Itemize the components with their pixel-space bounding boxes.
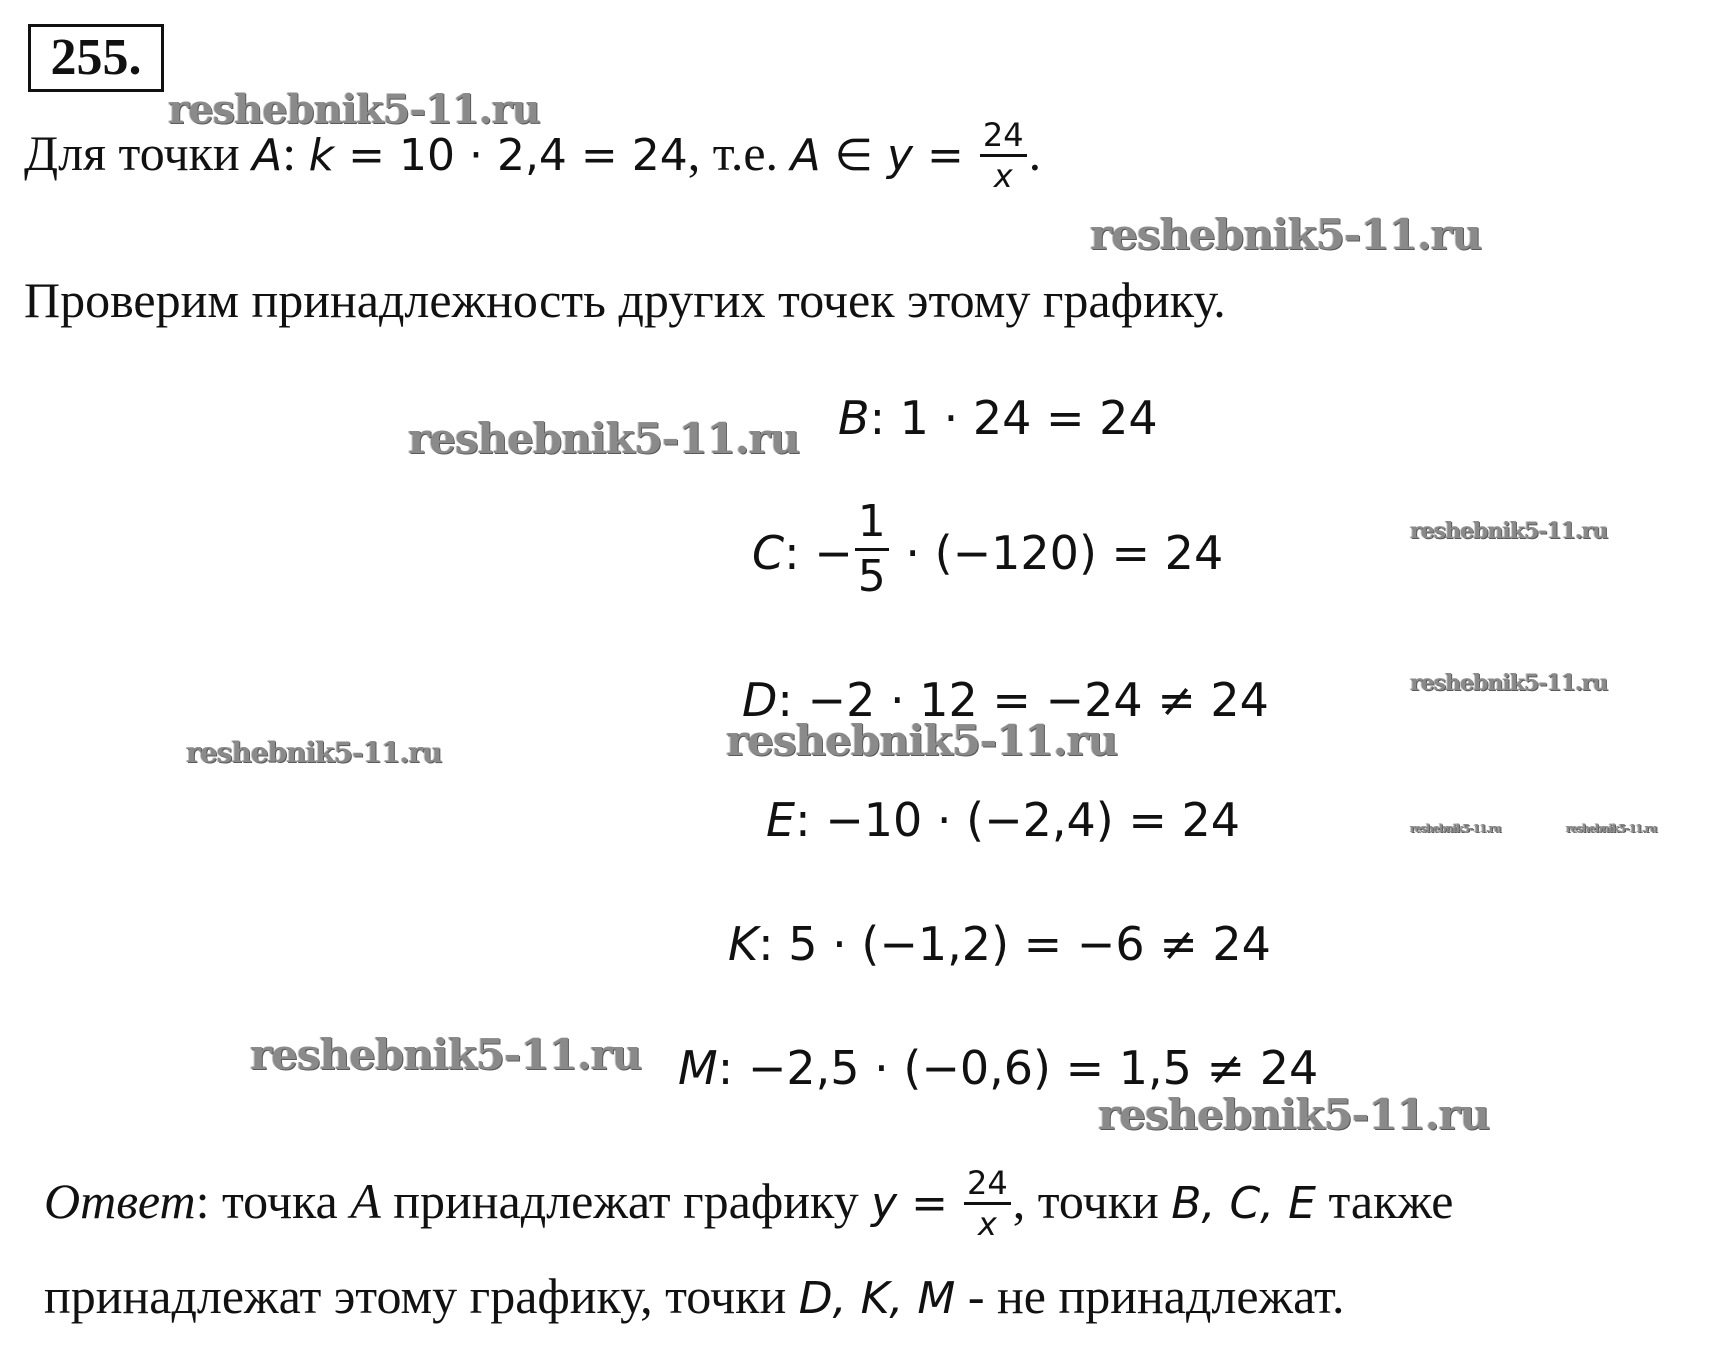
answer-text-3: , точки <box>1012 1172 1172 1229</box>
watermark: reshebnik5-11.ru <box>1098 1090 1490 1139</box>
answer-points-dkm: D, K, M <box>798 1273 956 1324</box>
equation-d-label: D <box>742 673 778 727</box>
fraction-24-over-x <box>980 116 1027 195</box>
watermark: reshebnik5-11.ru <box>1566 822 1657 835</box>
equation-b <box>838 390 1158 446</box>
fraction-1-over-5 <box>855 496 889 603</box>
watermark: reshebnik5-11.ru <box>1410 670 1608 696</box>
equals-sign: = <box>913 129 978 181</box>
equation-b-label: B <box>838 391 870 445</box>
answer-points-bce: B, C, E <box>1171 1177 1316 1229</box>
answer-fraction-24-over-x <box>964 1164 1011 1243</box>
answer-fraction-numerator: 24 <box>964 1164 1011 1205</box>
equation-m-label: M <box>678 1041 718 1095</box>
problem-number: 255. <box>28 24 164 92</box>
intro-te: , т.е. <box>687 124 791 181</box>
watermark: reshebnik5-11.ru <box>1410 822 1501 835</box>
watermark: reshebnik5-11.ru <box>186 736 442 769</box>
watermark: reshebnik5-11.ru <box>726 716 1118 765</box>
answer-equals: = <box>897 1177 962 1229</box>
answer-text-4: также <box>1315 1172 1454 1229</box>
k-calculation: = 10 · 2,4 = 24 <box>334 129 688 181</box>
watermark: reshebnik5-11.ru <box>250 1030 642 1079</box>
watermark: reshebnik5-11.ru <box>168 86 540 133</box>
intro-prefix: Для точки <box>24 124 253 181</box>
watermark: reshebnik5-11.ru <box>1090 210 1482 259</box>
watermark: reshebnik5-11.ru <box>1410 518 1608 544</box>
equation-c-body: · (−120) = 24 <box>890 526 1224 580</box>
equation-c-label: C <box>752 526 785 580</box>
equation-e-body: : −10 · (−2,4) = 24 <box>795 793 1241 847</box>
intro-period: . <box>1028 124 1042 181</box>
intro-colon: : <box>282 124 309 181</box>
watermark: reshebnik5-11.ru <box>408 414 800 463</box>
answer-word: Ответ <box>44 1172 196 1229</box>
answer-text-5: принадлежат этому графику, точки <box>44 1268 799 1324</box>
answer-y-variable: y <box>871 1177 898 1229</box>
answer-text-6: - не принадлежат. <box>955 1268 1345 1324</box>
equation-m-body: : −2,5 · (−0,6) = 1,5 ≠ 24 <box>717 1041 1319 1095</box>
element-of-symbol: ∈ <box>820 129 887 181</box>
point-a-label-2: A <box>790 129 821 181</box>
equation-c-minus: : − <box>784 526 853 580</box>
answer-fraction-denominator: x <box>977 1205 997 1243</box>
point-a-label: A <box>252 129 283 181</box>
answer-line-2 <box>44 1266 1345 1329</box>
answer-text-1: : точка <box>195 1172 351 1229</box>
fraction-c-numerator: 1 <box>855 496 889 551</box>
equation-d-body: : −2 · 12 = −24 ≠ 24 <box>777 673 1269 727</box>
equation-e <box>766 792 1240 848</box>
answer-text-2: принадлежат графику <box>380 1172 872 1229</box>
fraction-c-denominator: 5 <box>857 551 886 602</box>
check-line: Проверим принадлежность других точек этому графику. <box>24 272 1226 328</box>
fraction-denominator: x <box>993 157 1013 195</box>
equation-b-body: : 1 · 24 = 24 <box>869 391 1158 445</box>
equation-k-body: : 5 · (−1,2) = −6 ≠ 24 <box>758 917 1271 971</box>
k-variable: k <box>308 129 335 181</box>
equation-k <box>728 916 1271 972</box>
equation-k-label: K <box>728 917 759 971</box>
answer-point-a: A <box>350 1172 381 1229</box>
equation-m <box>678 1040 1318 1096</box>
y-variable: y <box>886 129 914 181</box>
equation-c <box>752 496 1224 603</box>
answer-line-1 <box>44 1164 1454 1243</box>
equation-e-label: E <box>766 793 796 847</box>
fraction-numerator: 24 <box>980 116 1027 157</box>
